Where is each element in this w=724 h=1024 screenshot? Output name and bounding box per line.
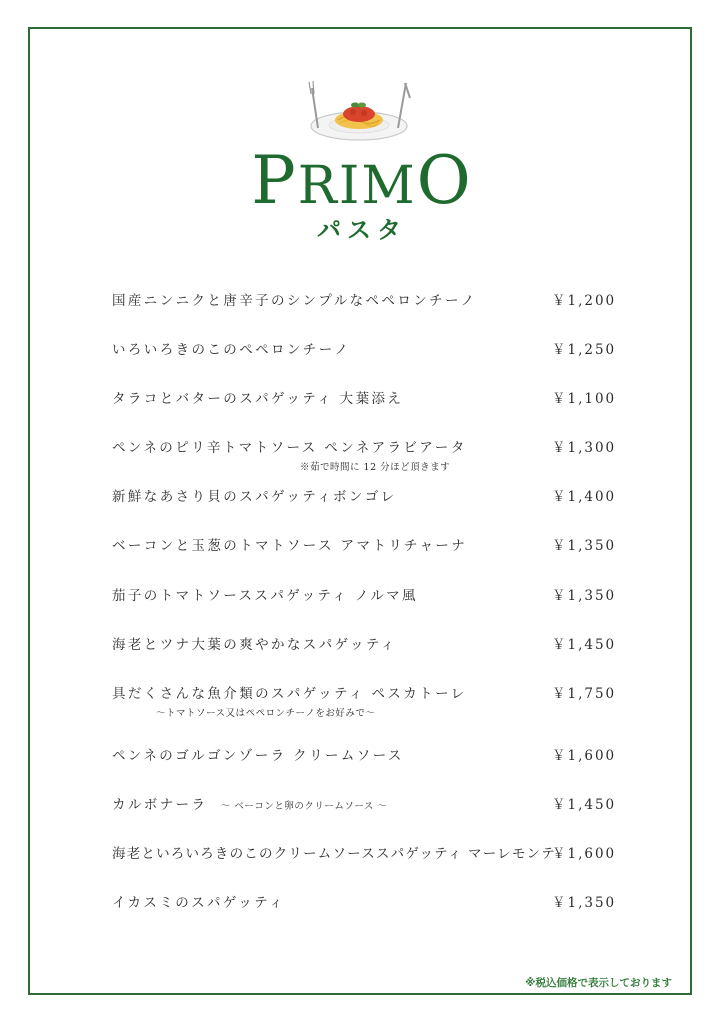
item-name: イカスミのスパゲッティ (112, 895, 285, 911)
item-price: ￥1,350 (552, 588, 617, 604)
menu-item (112, 485, 617, 505)
item-name: ペンネのゴルゴンゾーラ クリームソース (112, 748, 404, 764)
pasta-plate-illustration (298, 78, 420, 148)
item-price: ￥1,450 (552, 637, 617, 653)
item-name: 海老とツナ大葉の爽やかなスパゲッティ (112, 637, 397, 653)
item-note: ※茹で時間に 12 分ほど頂きます (300, 462, 451, 473)
item-name: ペンネのピリ辛トマトソース ペンネアラビアータ (112, 440, 467, 456)
menu-subtitle: パスタ (317, 216, 407, 244)
menu-item (112, 584, 617, 604)
item-name: タラコとバターのスパゲッティ 大葉添え (112, 391, 404, 407)
item-name: カルボナーラ 〜 ベーコンと卵のクリームソース 〜 (112, 797, 388, 813)
menu-item (112, 338, 617, 358)
item-price: ￥1,300 (552, 440, 617, 456)
item-price: ￥1,400 (552, 489, 617, 505)
tax-note: ※税込価格で表示しております (525, 977, 672, 989)
item-price: ￥1,250 (552, 342, 617, 358)
menu-item (112, 387, 617, 407)
item-inline-note: 〜 ベーコンと卵のクリームソース 〜 (220, 801, 388, 812)
menu-item (112, 436, 617, 473)
item-price: ￥1,200 (552, 293, 617, 309)
item-price: ￥1,600 (552, 846, 617, 862)
menu-item (112, 682, 617, 719)
item-price: ￥1,350 (552, 538, 617, 554)
item-price: ￥1,600 (552, 748, 617, 764)
item-name: 海老といろいろきのこのクリームソーススパゲッティ マーレモンテ (112, 846, 556, 862)
item-price: ￥1,750 (552, 686, 617, 702)
menu-item (112, 842, 617, 862)
menu-item (112, 891, 617, 911)
menu-title: PRIMO (251, 142, 473, 219)
item-price: ￥1,450 (552, 797, 617, 813)
menu-item (112, 793, 617, 813)
item-name: 国産ニンニクと唐辛子のシンプルなペペロンチーノ (112, 293, 477, 309)
item-note: 〜トマトソース又はペペロンチーノをお好みで〜 (156, 708, 376, 719)
item-name: 具だくさんな魚介類のスパゲッティ ペスカトーレ (112, 686, 467, 702)
item-name: 新鮮なあさり貝のスパゲッティボンゴレ (112, 489, 397, 505)
menu-item (112, 534, 617, 554)
item-name: 茄子のトマトソーススパゲッティ ノルマ風 (112, 588, 418, 604)
item-name: ベーコンと玉葱のトマトソース アマトリチャーナ (112, 538, 468, 554)
item-name: いろいろきのこのペペロンチーノ (112, 342, 351, 358)
item-price: ￥1,350 (552, 895, 617, 911)
menu-item (112, 744, 617, 764)
menu-item (112, 289, 617, 309)
item-price: ￥1,100 (552, 391, 617, 407)
menu-item (112, 633, 617, 653)
